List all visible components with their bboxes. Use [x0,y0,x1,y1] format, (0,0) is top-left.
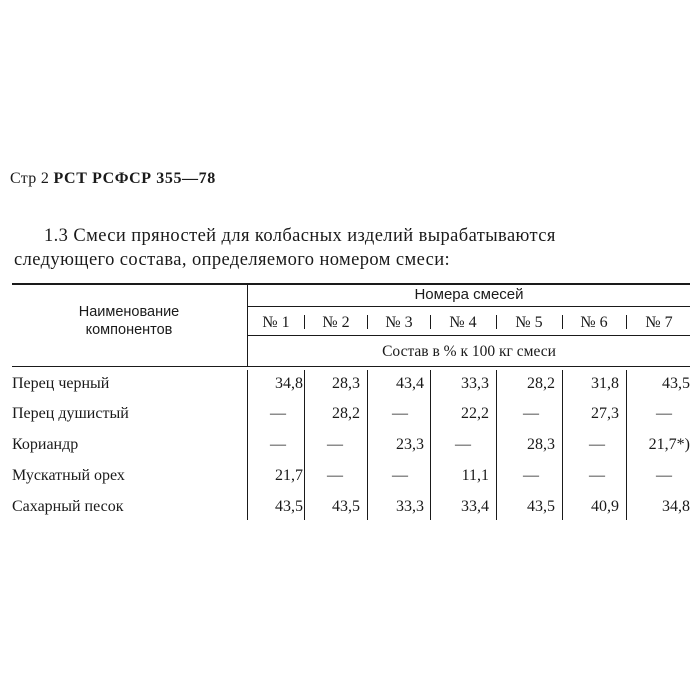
row-value: 27,3 [591,405,619,422]
number-separator-5 [562,315,563,329]
intro-paragraph [14,224,690,272]
row-value: 28,2 [527,375,555,392]
row-value: — [523,467,539,484]
table-header-rule [12,366,690,367]
row-value: 22,2 [461,405,489,422]
row-value: 43,5 [275,498,303,515]
name-header-line-1: Наименование [78,304,180,320]
row-value: 40,9 [591,498,619,515]
row-value: — [523,405,539,422]
row-value: 34,8 [275,375,303,392]
mix-number-3: № 3 [385,314,413,331]
row-value: — [270,405,286,422]
mix-number-rule [248,335,690,336]
mix-number-4: № 4 [449,314,477,331]
row-value: 28,2 [332,405,360,422]
number-separator-4 [496,315,497,329]
name-header-line-2: компонентов [85,322,173,338]
standard-code: РСТ РСФСР 355—78 [53,170,216,187]
mix-numbers-group-header: Номера смесей [414,286,524,303]
mix-number-1: № 1 [262,314,290,331]
row-value: 33,4 [461,498,489,515]
page-header [10,170,216,188]
units-header: Состав в % к 100 кг смеси [382,343,556,360]
row-value: — [589,467,605,484]
paragraph-line-1: 1.3 Смеси пряностей для колбасных изделий вырабатываются [44,226,556,246]
mix-number-2: № 2 [322,314,350,331]
row-value: 11,1 [461,467,489,484]
mix-number-7: № 7 [645,314,673,331]
paragraph-line-2: следующего состава, определяемого номером смеси: [14,250,451,270]
row-value: — [270,436,286,453]
row-value: 21,7 [275,467,303,484]
row-name: Перец черный [12,375,110,392]
row-value: — [392,405,408,422]
row-value: — [656,467,672,484]
row-value: 33,3 [461,375,489,392]
row-value: 43,5 [662,375,690,392]
row-value: — [455,436,471,453]
row-name: Кориандр [12,436,79,453]
row-value: 28,3 [332,375,360,392]
row-name: Мускатный орех [12,467,125,484]
row-value: 33,3 [396,498,424,515]
number-separator-1 [304,315,305,329]
number-separator-3 [430,315,431,329]
table-top-rule [12,283,690,285]
row-value: — [327,436,343,453]
row-name: Сахарный песок [12,498,124,515]
row-value: 43,4 [396,375,424,392]
row-value: 43,5 [527,498,555,515]
row-value: 21,7*) [648,436,690,453]
page-number: Стр 2 [10,170,50,187]
mix-number-6: № 6 [580,314,608,331]
row-value: 28,3 [527,436,555,453]
row-value: 34,8 [662,498,690,515]
name-column-header [14,303,244,339]
group-title-rule [248,306,690,307]
row-value: — [327,467,343,484]
row-name: Перец душистый [12,405,129,422]
row-value: — [589,436,605,453]
mix-number-5: № 5 [515,314,543,331]
number-separator-6 [626,315,627,329]
row-value: — [656,405,672,422]
number-separator-2 [367,315,368,329]
row-value: 31,8 [591,375,619,392]
row-value: — [392,467,408,484]
row-value: 23,3 [396,436,424,453]
row-value: 43,5 [332,498,360,515]
